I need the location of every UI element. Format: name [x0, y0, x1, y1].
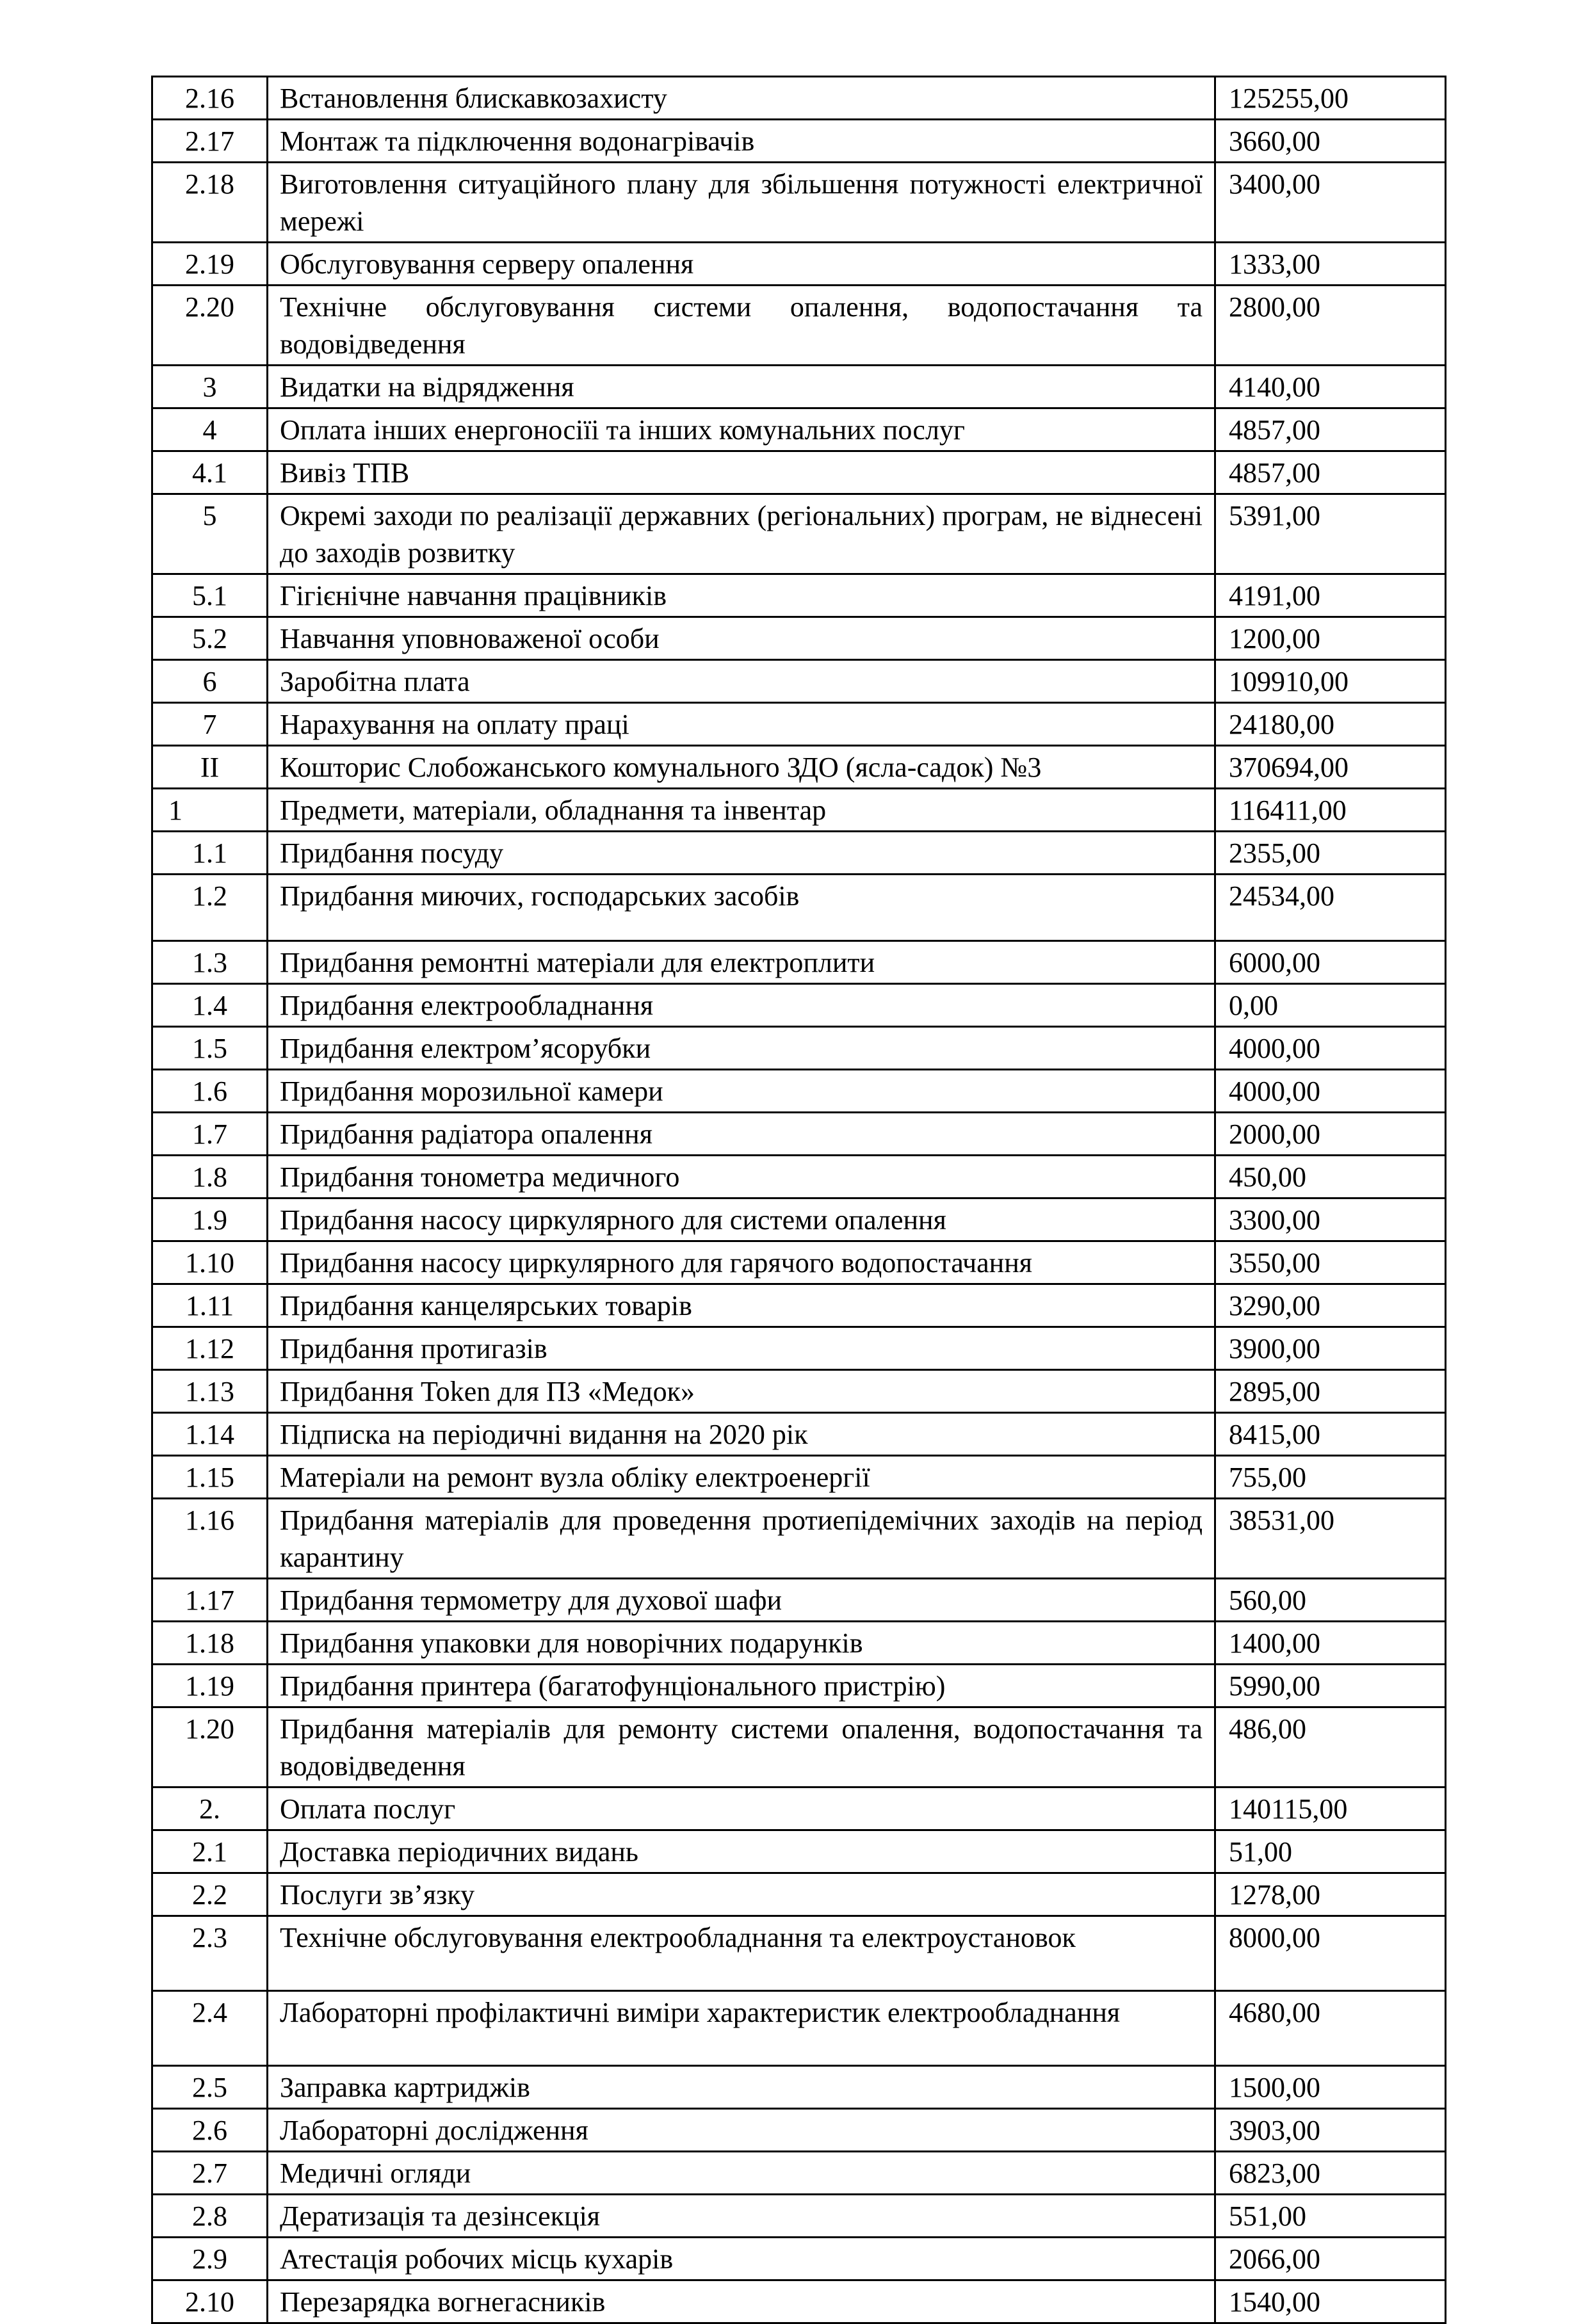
table-row	[152, 2195, 1446, 2238]
item-amount-cell: 2355,00	[1215, 832, 1446, 875]
item-amount-cell: 5990,00	[1215, 1665, 1446, 1707]
item-number-cell: 2.8	[152, 2195, 268, 2238]
item-amount-cell: 3300,00	[1215, 1198, 1446, 1241]
item-description-cell: Нарахування на оплату праці	[268, 703, 1215, 746]
item-amount-cell: 1500,00	[1215, 2066, 1446, 2109]
item-number-cell: 2.10	[152, 2280, 268, 2323]
item-number-cell: 1.6	[152, 1070, 268, 1113]
item-number-cell: 2.3	[152, 1916, 268, 1991]
item-description-cell: Придбання Token для ПЗ «Медок»	[268, 1370, 1215, 1413]
item-number-cell: 1.13	[152, 1370, 268, 1413]
item-amount-cell: 2000,00	[1215, 1113, 1446, 1156]
item-amount-cell: 3550,00	[1215, 1241, 1446, 1284]
item-number-cell: 2.5	[152, 2066, 268, 2109]
item-amount-cell: 4857,00	[1215, 408, 1446, 451]
item-number-cell: 1.11	[152, 1284, 268, 1327]
item-description-cell: Оплата інших енергоносіїі та інших комунальних послуг	[268, 408, 1215, 451]
item-description-cell: Лабораторні дослідження	[268, 2109, 1215, 2152]
item-description-cell: Встановлення блискавкозахисту	[268, 77, 1215, 120]
item-number-cell: 2.9	[152, 2238, 268, 2280]
item-number-cell: 1.16	[152, 1499, 268, 1579]
item-amount-cell: 560,00	[1215, 1579, 1446, 1622]
item-amount-cell: 125255,00	[1215, 77, 1446, 120]
item-amount-cell: 0,00	[1215, 984, 1446, 1027]
table-row	[152, 1707, 1446, 1787]
item-description-cell: Придбання матеріалів для ремонту системи опалення, водопостачання та водовідведення	[268, 1707, 1215, 1787]
table-row	[152, 2238, 1446, 2280]
table-row	[152, 1991, 1446, 2066]
item-number-cell: 3	[152, 366, 268, 408]
table-row	[152, 243, 1446, 286]
item-number-cell: 4.1	[152, 451, 268, 494]
item-number-cell: 5	[152, 494, 268, 574]
item-amount-cell: 6823,00	[1215, 2152, 1446, 2195]
item-number-cell: 2.	[152, 1787, 268, 1830]
item-number-cell: 1.20	[152, 1707, 268, 1787]
item-description-cell: Послуги зв’язку	[268, 1873, 1215, 1916]
item-description-cell: Придбання упаковки для новорічних подарунків	[268, 1622, 1215, 1665]
item-number-cell: 1.12	[152, 1327, 268, 1370]
table-row	[152, 286, 1446, 366]
table-row	[152, 574, 1446, 617]
item-amount-cell: 370694,00	[1215, 746, 1446, 789]
item-amount-cell: 2895,00	[1215, 1370, 1446, 1413]
item-amount-cell: 8415,00	[1215, 1413, 1446, 1456]
item-description-cell: Придбання тонометра медичного	[268, 1156, 1215, 1198]
table-row	[152, 366, 1446, 408]
table-row	[152, 1413, 1446, 1456]
item-description-cell: Придбання морозильної камери	[268, 1070, 1215, 1113]
table-row	[152, 77, 1446, 120]
item-amount-cell: 38531,00	[1215, 1499, 1446, 1579]
item-number-cell: 1	[152, 789, 268, 832]
item-description-cell: Монтаж та підключення водонагрівачів	[268, 120, 1215, 163]
item-amount-cell: 3400,00	[1215, 163, 1446, 243]
item-description-cell: Обслуговування серверу опалення	[268, 243, 1215, 286]
item-number-cell: 2.2	[152, 1873, 268, 1916]
item-description-cell: Придбання ремонтні матеріали для електроплити	[268, 941, 1215, 984]
item-amount-cell: 2066,00	[1215, 2238, 1446, 2280]
table-row	[152, 1456, 1446, 1499]
item-amount-cell: 5391,00	[1215, 494, 1446, 574]
item-number-cell: 1.8	[152, 1156, 268, 1198]
item-number-cell: 4	[152, 408, 268, 451]
table-row	[152, 1284, 1446, 1327]
item-description-cell: Атестація робочих місць кухарів	[268, 2238, 1215, 2280]
table-row	[152, 451, 1446, 494]
table-row	[152, 1241, 1446, 1284]
item-number-cell: 1.4	[152, 984, 268, 1027]
table-row	[152, 1370, 1446, 1413]
table-row	[152, 120, 1446, 163]
item-description-cell: Придбання насосу циркулярного для системи опалення	[268, 1198, 1215, 1241]
item-number-cell: 2.16	[152, 77, 268, 120]
item-number-cell: 1.18	[152, 1622, 268, 1665]
table-row	[152, 2066, 1446, 2109]
item-number-cell: 1.5	[152, 1027, 268, 1070]
item-description-cell: Підписка на періодичні видання на 2020 рік	[268, 1413, 1215, 1456]
table-row	[152, 1873, 1446, 1916]
item-amount-cell: 4000,00	[1215, 1027, 1446, 1070]
item-description-cell: Предмети, матеріали, обладнання та інвентар	[268, 789, 1215, 832]
table-row	[152, 1070, 1446, 1113]
item-number-cell: 2.7	[152, 2152, 268, 2195]
item-description-cell: Матеріали на ремонт вузла обліку електроенергії	[268, 1456, 1215, 1499]
item-amount-cell: 1333,00	[1215, 243, 1446, 286]
item-description-cell: Придбання протигазів	[268, 1327, 1215, 1370]
item-amount-cell: 4140,00	[1215, 366, 1446, 408]
item-amount-cell: 486,00	[1215, 1707, 1446, 1787]
item-description-cell: Вивіз ТПВ	[268, 451, 1215, 494]
item-description-cell: Технічне обслуговування електрообладнання та електроустановок	[268, 1916, 1215, 1991]
item-description-cell: Кошторис Слобожанського комунального ЗДО (ясла-садок) №3	[268, 746, 1215, 789]
item-amount-cell: 3290,00	[1215, 1284, 1446, 1327]
item-number-cell: 2.20	[152, 286, 268, 366]
item-amount-cell: 3903,00	[1215, 2109, 1446, 2152]
table-row	[152, 832, 1446, 875]
item-description-cell: Придбання термометру для духової шафи	[268, 1579, 1215, 1622]
item-number-cell: 2.19	[152, 243, 268, 286]
item-number-cell: 1.9	[152, 1198, 268, 1241]
item-amount-cell: 3900,00	[1215, 1327, 1446, 1370]
item-number-cell: 5.1	[152, 574, 268, 617]
table-row	[152, 1113, 1446, 1156]
table-row	[152, 1027, 1446, 1070]
item-number-cell: 1.15	[152, 1456, 268, 1499]
item-description-cell: Придбання електром’ясорубки	[268, 1027, 1215, 1070]
table-row	[152, 875, 1446, 941]
item-amount-cell: 4191,00	[1215, 574, 1446, 617]
table-row	[152, 984, 1446, 1027]
item-number-cell: ІІ	[152, 746, 268, 789]
item-amount-cell: 450,00	[1215, 1156, 1446, 1198]
table-row	[152, 746, 1446, 789]
item-amount-cell: 8000,00	[1215, 1916, 1446, 1991]
item-amount-cell: 1278,00	[1215, 1873, 1446, 1916]
item-amount-cell: 2800,00	[1215, 286, 1446, 366]
item-description-cell: Придбання посуду	[268, 832, 1215, 875]
item-number-cell: 1.3	[152, 941, 268, 984]
item-amount-cell: 1200,00	[1215, 617, 1446, 660]
item-number-cell: 1.17	[152, 1579, 268, 1622]
item-amount-cell: 3660,00	[1215, 120, 1446, 163]
item-description-cell: Дератизація та дезінсекція	[268, 2195, 1215, 2238]
table-row	[152, 1787, 1446, 1830]
item-amount-cell: 551,00	[1215, 2195, 1446, 2238]
item-number-cell: 2.18	[152, 163, 268, 243]
table-row	[152, 408, 1446, 451]
item-number-cell: 2.1	[152, 1830, 268, 1873]
table-row	[152, 1327, 1446, 1370]
table-row	[152, 660, 1446, 703]
item-number-cell: 2.17	[152, 120, 268, 163]
item-description-cell: Медичні огляди	[268, 2152, 1215, 2195]
item-amount-cell: 24180,00	[1215, 703, 1446, 746]
item-amount-cell: 116411,00	[1215, 789, 1446, 832]
item-description-cell: Технічне обслуговування системи опалення, водопостачання та водовідведення	[268, 286, 1215, 366]
item-description-cell: Лабораторні профілактичні виміри характеристик електрообладнання	[268, 1991, 1215, 2066]
item-description-cell: Придбання електрообладнання	[268, 984, 1215, 1027]
table-row	[152, 941, 1446, 984]
item-amount-cell: 51,00	[1215, 1830, 1446, 1873]
table-row	[152, 1622, 1446, 1665]
item-number-cell: 1.10	[152, 1241, 268, 1284]
item-amount-cell: 4680,00	[1215, 1991, 1446, 2066]
item-number-cell: 2.4	[152, 1991, 268, 2066]
item-description-cell: Доставка періодичних видань	[268, 1830, 1215, 1873]
table-row	[152, 1665, 1446, 1707]
item-description-cell: Окремі заходи по реалізації державних (регіональних) програм, не віднесені до заходів розвитку	[268, 494, 1215, 574]
item-amount-cell: 140115,00	[1215, 1787, 1446, 1830]
item-description-cell: Заробітна плата	[268, 660, 1215, 703]
table-row	[152, 1198, 1446, 1241]
item-amount-cell: 4000,00	[1215, 1070, 1446, 1113]
item-number-cell: 5.2	[152, 617, 268, 660]
item-description-cell: Придбання радіатора опалення	[268, 1113, 1215, 1156]
table-row	[152, 1499, 1446, 1579]
item-number-cell: 1.2	[152, 875, 268, 941]
item-number-cell: 1.1	[152, 832, 268, 875]
item-number-cell: 1.7	[152, 1113, 268, 1156]
item-description-cell: Гігієнічне навчання працівників	[268, 574, 1215, 617]
item-amount-cell: 755,00	[1215, 1456, 1446, 1499]
item-description-cell: Видатки на відрядження	[268, 366, 1215, 408]
table-row	[152, 1916, 1446, 1991]
table-row	[152, 2152, 1446, 2195]
budget-table	[151, 76, 1446, 2324]
budget-table-body	[152, 77, 1446, 2323]
item-amount-cell: 6000,00	[1215, 941, 1446, 984]
table-row	[152, 163, 1446, 243]
item-description-cell: Придбання миючих, господарських засобів	[268, 875, 1215, 941]
table-row	[152, 703, 1446, 746]
item-description-cell: Заправка картриджів	[268, 2066, 1215, 2109]
item-description-cell: Навчання уповноваженої особи	[268, 617, 1215, 660]
item-number-cell: 1.19	[152, 1665, 268, 1707]
item-amount-cell: 1540,00	[1215, 2280, 1446, 2323]
table-row	[152, 617, 1446, 660]
item-description-cell: Перезарядка вогнегасників	[268, 2280, 1215, 2323]
item-description-cell: Виготовлення ситуаційного плану для збільшення потужності електричної мережі	[268, 163, 1215, 243]
item-number-cell: 7	[152, 703, 268, 746]
item-amount-cell: 1400,00	[1215, 1622, 1446, 1665]
item-description-cell: Оплата послуг	[268, 1787, 1215, 1830]
item-amount-cell: 4857,00	[1215, 451, 1446, 494]
table-row	[152, 1156, 1446, 1198]
table-row	[152, 2109, 1446, 2152]
item-description-cell: Придбання матеріалів для проведення протиепідемічних заходів на період карантину	[268, 1499, 1215, 1579]
item-description-cell: Придбання канцелярських товарів	[268, 1284, 1215, 1327]
item-number-cell: 1.14	[152, 1413, 268, 1456]
item-number-cell: 6	[152, 660, 268, 703]
item-description-cell: Придбання принтера (багатофунціонального пристрію)	[268, 1665, 1215, 1707]
item-amount-cell: 109910,00	[1215, 660, 1446, 703]
table-row	[152, 494, 1446, 574]
table-row	[152, 789, 1446, 832]
item-number-cell: 2.6	[152, 2109, 268, 2152]
table-row	[152, 1579, 1446, 1622]
table-row	[152, 1830, 1446, 1873]
item-amount-cell: 24534,00	[1215, 875, 1446, 941]
table-row	[152, 2280, 1446, 2323]
item-description-cell: Придбання насосу циркулярного для гарячого водопостачання	[268, 1241, 1215, 1284]
